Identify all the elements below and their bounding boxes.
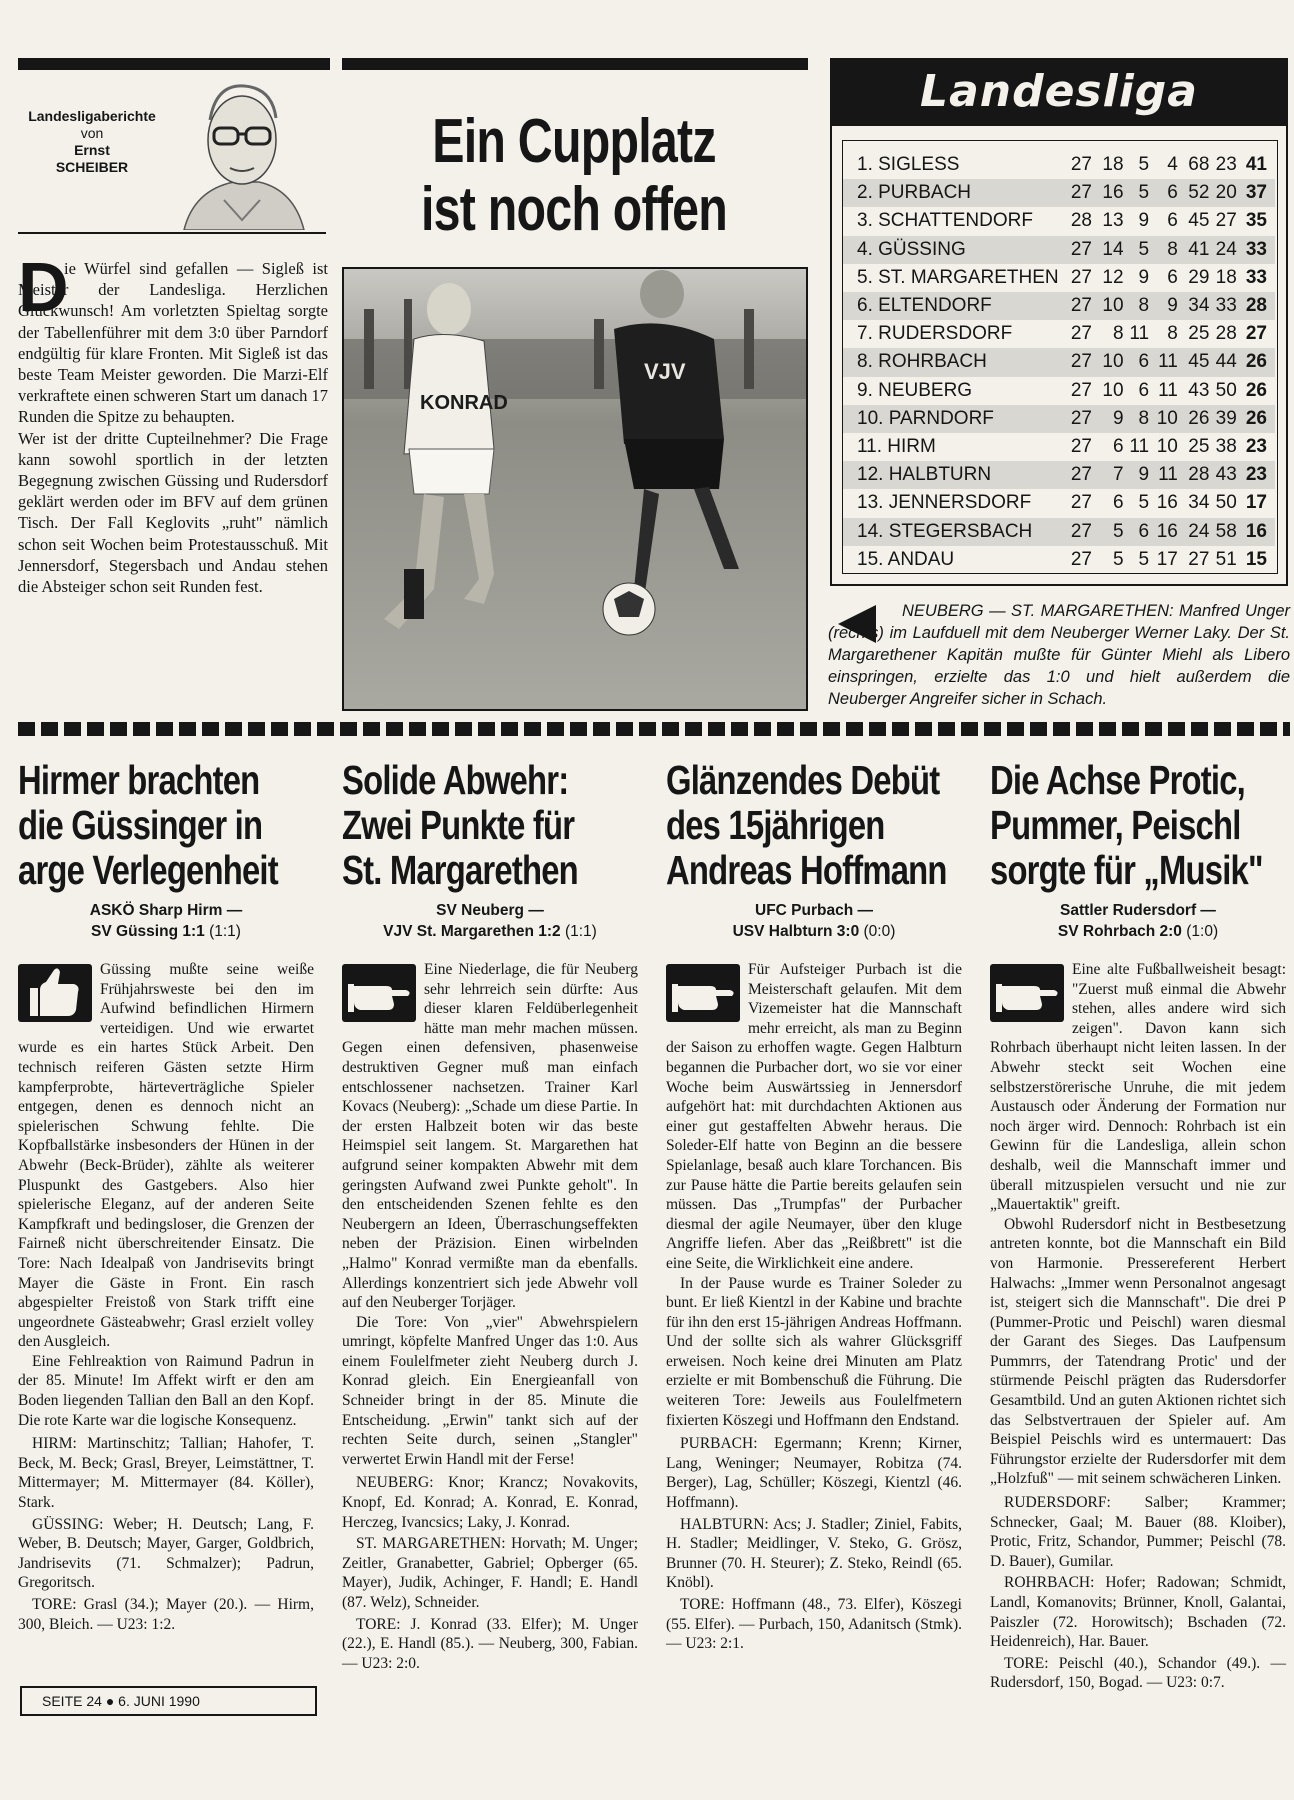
standings-cell-draws: 6: [1124, 348, 1150, 376]
standings-cell-games: 27: [1060, 461, 1092, 489]
standings-cell-goals-against: 43: [1209, 461, 1236, 489]
standings-cell-goals-against: 51: [1215, 548, 1237, 570]
top-rule-left: [18, 58, 330, 70]
standings-box: [830, 58, 1288, 586]
standings-cell-goals-against: 24: [1209, 236, 1236, 264]
standings-cell-goals-for: 29: [1188, 266, 1210, 288]
standings-cell-points: 27: [1245, 323, 1267, 345]
intro-drop-cap: D: [18, 248, 69, 326]
standings-cell-draws: 6: [1138, 379, 1150, 401]
standings-cell-goals-against: 38: [1215, 436, 1237, 458]
footer-page: SEITE 24: [42, 1693, 102, 1709]
standings-cell-losses: 11: [1158, 379, 1178, 401]
standings-cell-games: 27: [1070, 492, 1092, 514]
article-lineup: TORE: Peischl (40.), Schandor (49.). — Rudersdorf, 150, Bogad. — U23: 0:7.: [990, 1654, 1286, 1692]
intro-paragraph-2: Wer ist der dritte Cupteilnehmer? Die Frage kann sowohl sportlich in der letzten Begegnung zwischen Güssing und Rudersdorf geklärt werden oder im BFV auf dem grünen Tisch. Der Fall Keglovits „ruht" nämlich schon seit Wochen beim Protestausschuß. Mit Jennersdorf, Stegersbach und Andau stehen die Absteiger schon seit Runden fest.: [18, 428, 328, 597]
article-headline: Solide Abwehr: Zwei Punkte für St. Margarethen: [342, 757, 578, 893]
article-body: [342, 960, 638, 1673]
standings-cell-goals-against: 50: [1215, 492, 1237, 514]
standings-cell-draws: 8: [1124, 405, 1150, 433]
standings-cell-team: 4. GÜSSING: [843, 236, 1060, 264]
standings-cell-games: 27: [1060, 348, 1092, 376]
photo-shirt-left: KONRAD: [420, 392, 508, 414]
standings-cell-wins: 10: [1102, 379, 1124, 401]
article-lineup: ROHRBACH: Hofer; Radowan; Schmidt, Landl, Komanovits; Brünner, Knoll, Galantai, Paiszler (72. Horowitsch); Bschaden (72. Heidenreich), Har. Bauer.: [990, 1574, 1286, 1651]
standings-cell-wins: 16: [1092, 179, 1124, 207]
standings-cell-games: 27: [1070, 154, 1092, 175]
standings-cell-draws: 6: [1124, 518, 1150, 546]
standings-cell-goals-against: 20: [1209, 179, 1236, 207]
standings-row: [843, 151, 1275, 179]
standings-cell-points: 35: [1245, 210, 1267, 232]
standings-cell-team: 5. ST. MARGARETHEN: [857, 266, 1059, 288]
standings-cell-losses: 16: [1156, 492, 1178, 514]
article-match-result: Sattler Rudersdorf — SV Rohrbach 2:0 (1:0): [1057, 902, 1219, 940]
section-separator: [18, 722, 1290, 736]
standings-cell-team: 7. RUDERSDORF: [857, 323, 1013, 345]
standings-cell-wins: 5: [1112, 548, 1124, 570]
standings-cell-points: 33: [1245, 266, 1267, 288]
standings-cell-goals-for: 24: [1178, 518, 1210, 546]
standings-cell-wins: 7: [1092, 461, 1124, 489]
standings-cell-team: 13. JENNERSDORF: [857, 492, 1032, 514]
standings-row: [843, 236, 1275, 264]
standings-cell-draws: 5: [1124, 236, 1150, 264]
standings-table: [843, 151, 1275, 574]
article-match-result: UFC Purbach — USV Halbturn 3:0 (0:0): [732, 902, 896, 940]
standings-cell-games: 28: [1070, 210, 1092, 232]
standings-cell-points: 37: [1237, 179, 1275, 207]
standings-row: [843, 433, 1275, 461]
standings-cell-draws: 5: [1138, 154, 1150, 175]
match-photo: [342, 267, 808, 711]
article-paragraph: In der Pause wurde es Trainer Soleder zu bunt. Er ließ Kientzl in der Kabine und brachte für ihn den erst 15-jährigen Andreas Hoffmann. Und der sollte sich als wahrer Glücksgriff erweisen. Noch keine drei Minuten am Platz erzielte er mit Bombenschuß die Führung. Die weiteren Tore: Jeweils aus Foulelfmetern fixierten Köszegi und Hoffmann den Endstand.: [666, 1274, 962, 1429]
standings-cell-games: 27: [1060, 179, 1092, 207]
article-lineup: HALBTURN: Acs; J. Stadler; Ziniel, Fabits, H. Stadler; Meidlinger, V. Steko, G. Grösz, Brunner (70. H. Steurer); Z. Steko, Reindl (65. Knöbl).: [666, 1515, 962, 1592]
article-lineup: GÜSSING: Weber; H. Deutsch; Lang, F. Weber, B. Deutsch; Mayer, Garger, Goldbrich, Jandrisevits (71. Schmalzer); Padrun, Gregoritsch.: [18, 1515, 314, 1592]
standings-cell-goals-for: 43: [1188, 379, 1210, 401]
article-paragraph: Die Tore: Von „vier" Abwehrspielern umringt, köpfelte Manfred Unger das 1:0. Aus einem Foulelfmeter zieht Neuberg durch J. Konrad gleich. Ein Energieanfall von Schneider bringt in der 85. Minute die Entscheidung. „Erwin" tankt sich auf der rechten Seite durch, seinen „Stangler" verwertet Erwin Handl mit der Ferse!: [342, 1313, 638, 1468]
standings-cell-goals-for: 34: [1178, 292, 1210, 320]
standings-cell-games: 27: [1060, 292, 1092, 320]
standings-cell-team: 3. SCHATTENDORF: [857, 210, 1033, 232]
standings-cell-team: 15. ANDAU: [857, 548, 955, 570]
standings-cell-goals-against: 23: [1215, 154, 1237, 175]
standings-row: [843, 377, 1275, 405]
standings-cell-goals-for: 68: [1188, 154, 1210, 175]
author-portrait: [164, 70, 320, 230]
standings-row: [843, 264, 1275, 292]
standings-cell-goals-against: 39: [1209, 405, 1236, 433]
page-footer: [20, 1686, 317, 1716]
standings-row: [843, 489, 1275, 517]
standings-cell-goals-against: 50: [1215, 379, 1237, 401]
standings-cell-games: 27: [1060, 236, 1092, 264]
standings-cell-goals-for: 41: [1178, 236, 1210, 264]
standings-cell-team: 2. PURBACH: [843, 179, 1060, 207]
standings-row: [843, 348, 1275, 376]
article-paragraph: Für Aufsteiger Purbach ist die Meisterschaft gelaufen. Mit dem Vizemeister hat die Mannschaft mehr erreicht, als man zu Beginn der Saison zu erhoffen wagte. Gegen Halbturn begannen die Purbacher dort, wo sie vor einer Woche beim Auswärtssieg in Jennersdorf aufgehört hat: mit durchdachten Aktionen aus einer gut gestaffelten Abwehr heraus. Die Soleder-Elf hatte von Beginn an die bessere Spielanlage, besaß auch klare Torchancen. Bis zur Pause hätte die Partie bereits gelaufen sein müssen. Das „Trumpfas" der Purbacher diesmal der agile Neumayer, über den kluge Angriffe liefen. Aber das „Reißbrett" ist die eine Seite, die Wirklichkeit eine andere.: [666, 961, 962, 1272]
standings-cell-losses: 9: [1149, 292, 1178, 320]
standings-cell-wins: 8: [1112, 323, 1124, 345]
main-headline: Ein Cupplatz ist noch offen: [420, 107, 728, 244]
article-lineup: NEUBERG: Knor; Krancz; Novakovits, Knopf, Ed. Konrad; A. Konrad, E. Konrad, Herczeg, Ivancsics; Laky, J. Konrad.: [342, 1474, 638, 1531]
standings-cell-goals-for: 52: [1178, 179, 1210, 207]
photo-caption-text: NEUBERG — ST. MARGARETHEN: Manfred Unger (rechts) im Laufduell mit dem Neuberger Werner Laky. Der St. Margarethener Kapitän mußte für Günter Miehl als Libero einspringen, erzielte das 1:0 und hielt außerdem die Neuberger Angreifer sicher in Schach.: [828, 602, 1290, 708]
standings-cell-wins: 13: [1102, 210, 1124, 232]
standings-cell-wins: 10: [1092, 348, 1124, 376]
standings-cell-wins: 12: [1102, 266, 1124, 288]
standings-cell-games: 27: [1070, 379, 1092, 401]
standings-cell-goals-against: 27: [1215, 210, 1237, 232]
standings-row: [843, 518, 1275, 546]
article-lineup: HIRM: Martinschitz; Tallian; Hahofer, T. Beck, M. Beck; Grasl, Breyer, Leimstättner, T. Mittermayer; M. Mittermayer (84. Köller), Stark.: [18, 1435, 314, 1512]
intro-text: [18, 258, 328, 597]
byline-caption: Landesligaberichte von Ernst SCHEIBER: [28, 108, 156, 175]
article-paragraph: Eine Niederlage, die für Neuberg sehr lehrreich sein dürfte: Aus dieser klaren Feldüberlegenheit hätte man mehr machen müssen. Gegen einen defensiven, phasenweise destruktiven Gegner muß man einfach entschlossener nachsetzen. Trainer Karl Kovacs (Neuberg): „Schade um diese Partie. In der ersten Halbzeit boten wir das beste Heimspiel seit langem. St. Margarethen hat aufgrund seiner kompakten Abwehr mit dem geringsten Aufwand zwei Punkte geholt". In den entscheidenden Szenen fehlte es den Neubergern an Ideen, Überraschungseffekten neben der Präzision. Einen wirbelnden „Halmo" Konrad vermißte man da ebenfalls. Allerdings konzentriert sich jede Abwehr voll auf den Neuberger Torjäger.: [342, 961, 638, 1312]
standings-cell-points: 26: [1237, 405, 1275, 433]
standings-cell-goals-against: 58: [1209, 518, 1236, 546]
article-lineup: PURBACH: Egermann; Krenn; Kirner, Lang, Weninger; Neumayer, Robitza (74. Berger), Lag, Schüller; Köszegi, Kientzl (46. Hoffmann).: [666, 1435, 962, 1512]
footer-date: 6. JUNI 1990: [118, 1693, 200, 1709]
standings-cell-goals-against: 18: [1215, 266, 1237, 288]
standings-cell-wins: 14: [1092, 236, 1124, 264]
standings-cell-draws: 11: [1129, 323, 1150, 345]
standings-cell-losses: 6: [1167, 266, 1178, 288]
article-lineup: RUDERSDORF: Salber; Krammer; Schnecker, Gaal; M. Bauer (88. Kloiber), Protic, Fritz, Schandor, Pummer; Peischl (78. D. Bauer), Gumilar.: [990, 1494, 1286, 1570]
standings-row: [843, 320, 1275, 348]
article-lineup: TORE: Grasl (34.); Mayer (20.). — Hirm, 300, Bleich. — U23: 1:2.: [18, 1596, 314, 1633]
standings-cell-goals-for: 34: [1188, 492, 1210, 514]
standings-cell-team: 11. HIRM: [857, 436, 936, 458]
standings-cell-team: 1. SIGLESS: [857, 154, 960, 175]
standings-cell-losses: 10: [1149, 405, 1178, 433]
article-paragraph: Eine alte Fußballweisheit besagt: "Zuerst muß einmal die Abwehr stehen, alles andere wird sich zeigen". Davon kann sich Rohrbach überhaupt nicht leiten lassen. In der Abwehr steckt seit Wochen eine selbstzerstörerische Unruhe, die mit jedem Austausch oder Änderung der Formation nur noch ärger wird. Dennoch: Rohrbach ist ein Gewinn für die Landesliga, allein schon deshalb, weil die Mannschaft immer und überall mitzuspielen versucht und nie zur „Mauertaktik" greift.: [990, 961, 1286, 1214]
article-headline: Die Achse Protic, Pummer, Peischl sorgte für „Musik": [990, 757, 1263, 893]
standings-cell-games: 27: [1070, 548, 1092, 570]
article-lineup: TORE: Hoffmann (48., 73. Elfer), Köszegi (55. Elfer). — Purbach, 150, Adanitsch (Stmk). — U23: 2:1.: [666, 1596, 962, 1653]
standings-cell-team: 14. STEGERSBACH: [843, 518, 1060, 546]
standings-cell-points: 33: [1237, 236, 1275, 264]
standings-row: [843, 461, 1275, 489]
standings-cell-losses: 11: [1149, 348, 1178, 376]
footer-bullet: ●: [105, 1693, 115, 1709]
standings-cell-games: 27: [1070, 266, 1092, 288]
article-paragraph: Eine Fehlreaktion von Raimund Padrun in der 85. Minute! Im Affekt wirft er den am Boden liegenden Tallian den Ball an den Kopf. Die rote Karte war die logische Konsequenz.: [18, 1352, 314, 1429]
standings-row: [843, 179, 1275, 207]
standings-cell-games: 27: [1060, 518, 1092, 546]
intro-paragraph-1: ie Würfel sind gefallen — Sigleß ist Meister der Landesliga. Herzlichen Glückwunsch! Am vorletzten Spieltag sorgte der Tabellenführer mit dem 3:0 über Parndorf endgültig für klare Fronten. Mit Sigleß ist das beste Team Meister geworden. Die Marzi-Elf verkraftete einen schweren Start um danach 17 Runden die Spitze zu behaupten.: [18, 259, 328, 427]
standings-cell-losses: 4: [1167, 154, 1178, 175]
standings-row: [843, 405, 1275, 433]
standings-title: Landesliga: [920, 66, 1198, 117]
standings-cell-draws: 9: [1124, 461, 1150, 489]
standings-cell-losses: 11: [1149, 461, 1178, 489]
standings-cell-wins: 18: [1102, 154, 1124, 175]
standings-cell-team: 10. PARNDORF: [843, 405, 1060, 433]
standings-cell-points: 16: [1237, 518, 1275, 546]
standings-cell-games: 27: [1060, 405, 1092, 433]
standings-cell-draws: 5: [1138, 492, 1150, 514]
standings-row: [843, 546, 1275, 574]
standings-cell-wins: 5: [1092, 518, 1124, 546]
standings-cell-losses: 8: [1167, 323, 1178, 345]
standings-cell-goals-against: 28: [1215, 323, 1237, 345]
standings-cell-goals-for: 26: [1178, 405, 1210, 433]
top-rule-center: [342, 58, 808, 70]
article-headline: Hirmer brachten die Güssinger in arge Verlegenheit: [18, 757, 278, 893]
standings-cell-draws: 11: [1129, 436, 1150, 458]
standings-cell-points: 28: [1237, 292, 1275, 320]
standings-cell-wins: 6: [1112, 436, 1124, 458]
standings-cell-points: 23: [1245, 436, 1267, 458]
standings-cell-points: 26: [1245, 379, 1267, 401]
standings-cell-points: 23: [1237, 461, 1275, 489]
standings-cell-team: 8. ROHRBACH: [843, 348, 1060, 376]
article-match-result: ASKÖ Sharp Hirm — SV Güssing 1:1 (1:1): [89, 902, 243, 940]
standings-cell-losses: 16: [1149, 518, 1178, 546]
standings-cell-losses: 8: [1149, 236, 1178, 264]
standings-cell-losses: 6: [1167, 210, 1178, 232]
standings-cell-team: 9. NEUBERG: [857, 379, 973, 401]
standings-cell-goals-against: 44: [1209, 348, 1236, 376]
standings-cell-goals-for: 25: [1188, 323, 1210, 345]
standings-cell-wins: 9: [1092, 405, 1124, 433]
standings-cell-points: 41: [1245, 154, 1267, 175]
standings-cell-goals-for: 45: [1188, 210, 1210, 232]
photo-shirt-right: VJV: [644, 359, 686, 384]
byline-underline: [18, 232, 326, 234]
article-lineup: ST. MARGARETHEN: Horvath; M. Unger; Zeitler, Granabetter, Gabriel; Opberger (65. Mayer), Judik, Achinger, F. Handl; E. Handl (87. Welz), Schneider.: [342, 1535, 638, 1611]
standings-cell-goals-for: 45: [1178, 348, 1210, 376]
standings-cell-draws: 5: [1124, 179, 1150, 207]
standings-cell-team: 12. HALBTURN: [843, 461, 1060, 489]
standings-row: [843, 207, 1275, 235]
standings-row: [843, 292, 1275, 320]
article-paragraph: Obwohl Rudersdorf nicht in Bestbesetzung antreten konnte, bot die Mannschaft ein Bild von Harmonie. Pressereferent Herbert Halwachs: „Immer wenn Personalnot angesagt ist, steigert sich die Mannschaft". Die drei P (Pummer-Protic und Peischl) waren diesmal der Garant des Sieges. Das Laufpensum Pummrrs, der Tatendrang Protic' und der stürmende Peischl prägten das Rudersdorfer Gesamtbild. Und an guten Aktionen richtet sich das Selbstvertrauen der Spieler auf. Am Beispiel Peischls wird es untermauert: Das Führungstor erzielte der Rudersdorfer mit dem „Holzfuß" — mit seinem schwächeren Linken.: [990, 1215, 1286, 1488]
article-paragraph: Güssing mußte seine weiße Frühjahrsweste bei den im Aufwind befindlichen Hirmern verteidigen. Und wie erwartet wurde es ein hartes Stück Arbeit. Den technisch reiferen Gästen setzte Hirm kampferprobte, härteverträgliche Spieler entgegen, denen es dennoch nicht an spielerischen Schwung fehlte. Die Kopfballstärke insbesonders der Hünen in der Abwehr (Beck-Brüder), zählte als weiterer Pluspunkt des Gastgebers. Also hier spielerische Eleganz, auf der anderen Seite Kampfkraft und bedingsloser, die Grenzen der Fairneß nicht überschreitender Einsatz. Die Tore: Nach Idealpaß von Jandrisevits bringt Mayer die Gäste in Front. Ein rasch abgespielter Freistoß von Stark trifft eine ungeordnete Gästeabwehr; Grasl erzielt volley den Ausgleich.: [18, 961, 314, 1351]
standings-cell-draws: 5: [1138, 548, 1150, 570]
standings-cell-losses: 17: [1156, 548, 1178, 570]
article-headline: Glänzendes Debüt des 15jährigen Andreas Hoffmann: [666, 757, 947, 893]
standings-cell-points: 26: [1237, 348, 1275, 376]
standings-cell-games: 27: [1070, 323, 1092, 345]
standings-cell-goals-for: 27: [1188, 548, 1210, 570]
standings-cell-points: 17: [1245, 492, 1267, 514]
standings-cell-wins: 10: [1092, 292, 1124, 320]
standings-cell-draws: 9: [1138, 266, 1150, 288]
standings-cell-games: 27: [1070, 436, 1092, 458]
article-body: [666, 960, 962, 1654]
article-match-result: SV Neuberg — VJV St. Margarethen 1:2 (1:1): [383, 902, 597, 940]
standings-cell-losses: 10: [1156, 436, 1178, 458]
photo-caption: [828, 600, 1290, 710]
standings-cell-goals-for: 25: [1188, 436, 1210, 458]
standings-cell-draws: 8: [1124, 292, 1150, 320]
standings-cell-losses: 6: [1149, 179, 1178, 207]
standings-cell-points: 15: [1245, 548, 1267, 570]
standings-cell-team: 6. ELTENDORF: [843, 292, 1060, 320]
standings-cell-goals-against: 33: [1209, 292, 1236, 320]
standings-cell-goals-for: 28: [1178, 461, 1210, 489]
article-body: [18, 960, 314, 1634]
article-body: [990, 960, 1286, 1693]
article-lineup: TORE: J. Konrad (33. Elfer); M. Unger (22.), E. Handl (85.). — Neuberg, 300, Fabian. — U23: 2:0.: [342, 1615, 638, 1672]
standings-cell-wins: 6: [1112, 492, 1124, 514]
standings-cell-draws: 9: [1138, 210, 1150, 232]
